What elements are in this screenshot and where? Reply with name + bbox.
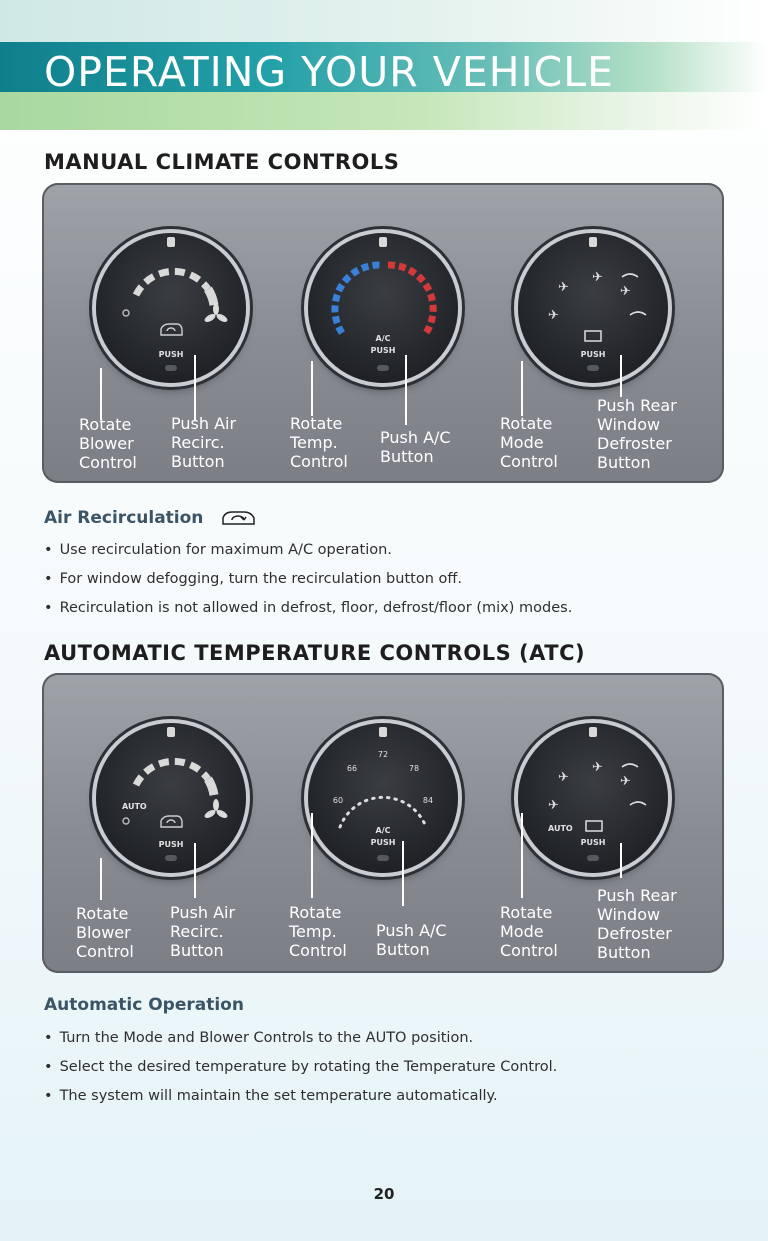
manual-climate-panel	[42, 183, 724, 483]
atc-mode-scale-graphic	[518, 723, 668, 873]
label-push-recirc: Push Air Recirc. Button	[171, 414, 237, 471]
svg-text:✈: ✈	[592, 270, 603, 285]
recirculation-car-icon	[219, 507, 259, 529]
defrost-lead-line	[620, 355, 622, 397]
ac-push-text: PUSH	[370, 346, 396, 355]
atc-mode-knob[interactable]	[518, 723, 668, 873]
atc-label-push-defrost: Push Rear Window Defroster Button	[597, 886, 677, 962]
temp-tick-78: 78	[408, 764, 420, 773]
temperature-scale-graphic	[308, 233, 458, 383]
atc-label-rotate-blower: Rotate Blower Control	[76, 904, 134, 961]
ac-text: A/C	[375, 334, 391, 343]
temperature-knob[interactable]	[308, 233, 458, 383]
label-push-defrost: Push Rear Window Defroster Button	[597, 396, 677, 472]
mode-scale-graphic	[518, 233, 668, 383]
atc-blower-scale-graphic	[96, 723, 246, 873]
atc-blower-lead-line	[100, 858, 102, 900]
atc-defrost-push-text: PUSH	[580, 838, 606, 847]
temp-lead-line	[311, 361, 313, 416]
blower-scale-graphic	[96, 233, 246, 383]
label-push-ac: Push A/C Button	[380, 428, 451, 466]
svg-text:✈: ✈	[548, 798, 559, 813]
atc-label-push-ac: Push A/C Button	[376, 921, 447, 959]
page-number: 20	[373, 1185, 395, 1203]
atc-heading: AUTOMATIC TEMPERATURE CONTROLS (ATC)	[44, 641, 586, 665]
blower-knob[interactable]	[96, 233, 246, 383]
atc-defrost-lead-line	[620, 843, 622, 878]
svg-text:✈: ✈	[592, 760, 603, 775]
svg-text:✈: ✈	[620, 774, 631, 789]
defrost-push-text: PUSH	[580, 350, 606, 359]
atc-ac-text: A/C	[375, 826, 391, 835]
atc-temp-lead-line	[311, 813, 313, 898]
mode-knob[interactable]	[518, 233, 668, 383]
list-item: • Select the desired temperature by rotating the Temperature Control.	[44, 1057, 557, 1086]
atc-label-push-recirc: Push Air Recirc. Button	[170, 903, 236, 960]
atc-temperature-scale-graphic	[308, 723, 458, 873]
label-rotate-mode: Rotate Mode Control	[500, 414, 558, 471]
automatic-operation-bullets	[44, 1028, 557, 1115]
label-rotate-temp: Rotate Temp. Control	[290, 414, 348, 471]
atc-recirc-lead-line	[194, 843, 196, 898]
automatic-operation-heading: Automatic Operation	[44, 995, 244, 1015]
list-item: • For window defogging, turn the recirculation button off.	[44, 569, 572, 598]
temp-tick-72: 72	[377, 750, 389, 759]
temp-tick-66: 66	[346, 764, 358, 773]
list-item: • Turn the Mode and Blower Controls to the AUTO position.	[44, 1028, 557, 1057]
label-rotate-blower: Rotate Blower Control	[79, 415, 137, 472]
list-item: • Use recirculation for maximum A/C operation.	[44, 540, 572, 569]
list-item: • Recirculation is not allowed in defrost, floor, defrost/floor (mix) modes.	[44, 598, 572, 627]
atc-panel	[42, 673, 724, 973]
svg-text:✈: ✈	[558, 770, 569, 785]
blower-push-text: PUSH	[158, 350, 184, 359]
recirculation-bullets	[44, 540, 572, 627]
svg-text:✈: ✈	[620, 284, 631, 299]
page-title: OPERATING YOUR VEHICLE	[44, 48, 615, 96]
blower-lead-line	[100, 368, 102, 420]
atc-blower-knob[interactable]	[96, 723, 246, 873]
atc-ac-lead-line	[402, 841, 404, 906]
atc-label-rotate-mode: Rotate Mode Control	[500, 903, 558, 960]
atc-blower-push-text: PUSH	[158, 840, 184, 849]
list-item: • The system will maintain the set temperature automatically.	[44, 1086, 557, 1115]
air-recirculation-heading: Air Recirculation	[44, 507, 259, 529]
ac-lead-line	[405, 355, 407, 425]
manual-climate-heading: MANUAL CLIMATE CONTROLS	[44, 150, 400, 174]
temp-tick-84: 84	[422, 796, 434, 805]
atc-ac-push-text: PUSH	[370, 838, 396, 847]
mode-lead-line	[521, 361, 523, 416]
atc-label-rotate-temp: Rotate Temp. Control	[289, 903, 347, 960]
header-stripe-lower	[0, 92, 768, 130]
svg-text:✈: ✈	[548, 308, 559, 323]
recirc-lead-line	[194, 355, 196, 420]
atc-blower-auto-text: AUTO	[122, 802, 147, 811]
atc-temperature-knob[interactable]	[308, 723, 458, 873]
atc-mode-lead-line	[521, 813, 523, 898]
atc-mode-auto-text: AUTO	[548, 824, 573, 833]
svg-text:✈: ✈	[558, 280, 569, 295]
temp-tick-60: 60	[332, 796, 344, 805]
